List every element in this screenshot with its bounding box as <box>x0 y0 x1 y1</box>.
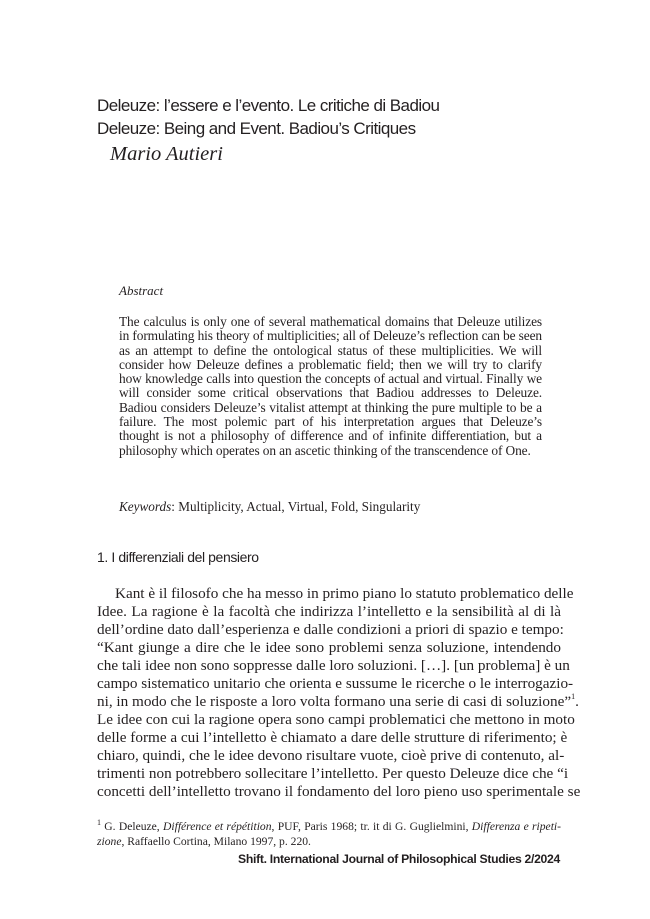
body-line: concetti dell’intelletto trovano il fondamento del loro pieno uso sperimentale se <box>97 783 581 800</box>
body-line: Idee. La ragione è la facoltà che indirizza l’intelletto e la sensibilità al di là <box>97 603 561 620</box>
body-line: dell’ordine dato dall’esperienza e dalle condizioni a priori di spazio e tempo: <box>97 621 564 638</box>
body-line: Kant è il filosofo che ha messo in primo piano lo statuto problematico delle <box>115 585 574 602</box>
body-line: Le idee con cui la ragione opera sono campi problematici che mettono in moto <box>97 711 575 728</box>
body-line: chiaro, quindi, che le idee devono risultare vuote, cioè prive di contenuto, al- <box>97 747 565 764</box>
body-line: che tali idee non sono soppresse dalle loro soluzioni. […]. [un problema] è un <box>97 657 570 674</box>
footnote <box>97 819 561 849</box>
body-line: campo sistematico unitario che orienta e sussume le ricerche o le interrogazio- <box>97 675 574 692</box>
footnote-ref[interactable]: 1 <box>571 692 576 701</box>
abstract-text: The calculus is only one of several mathematical domains that Deleuze utilizes in formulating his theory of multiplicities; all of Deleuze’s reflection can be seen as an attempt to define the ontological status of these multiplicities. We will consider how Deleuze defines a problematic field; then we will try to clarify how knowledge calls into question the concepts of actual and virtual. Finally we will consider some critical observations that Badiou addresses to Deleuze. Badiou considers Deleuze’s vitalist attempt at thinking the pure multiple to be a failure. The most polemic part of his interpretation argues that Deleuze’s thought is not a philosophy of difference and of infinite differentiation, but a philosophy which operates on an ascetic thinking of the transcendence of One. <box>119 314 542 458</box>
section-heading: 1. I differenziali del pensiero <box>97 549 259 565</box>
footnote-text: , PUF, Paris 1968; tr. it di G. Guglielmini, <box>271 820 472 833</box>
footnote-text: G. Deleuze, <box>101 820 163 833</box>
author-name: Mario Autieri <box>110 143 223 165</box>
body-line: delle forme a cui l’intelletto è chiamato a dare delle strutture di riferimento; è <box>97 729 568 746</box>
journal-footer: Shift. International Journal of Philosophical Studies 2/2024 <box>238 852 560 866</box>
keywords-values: : Multiplicity, Actual, Virtual, Fold, Singularity <box>171 499 421 514</box>
footnote-title-original: Différence et répétition <box>163 820 272 833</box>
article-title-english: Deleuze: Being and Event. Badiou’s Critiques <box>97 119 416 138</box>
footnote-ref-punct: . <box>575 693 579 710</box>
body-line-text: ni, in modo che le risposte a loro volta formano una serie di casi di soluzione” <box>97 693 572 710</box>
footnote-title-translation: Differenza e ripeti-zione <box>97 820 562 848</box>
body-line <box>97 692 579 711</box>
abstract-heading: Abstract <box>119 283 164 298</box>
footnote-marker: 1 <box>97 818 101 827</box>
body-line: “Kant giunge a dire che le idee sono problemi senza soluzione, intendendo <box>97 639 561 656</box>
body-line: trimenti non potrebbero sollecitare l’intelletto. Per questo Deleuze dice che “i <box>97 765 569 782</box>
keywords <box>119 499 420 515</box>
footnote-text: , Raffaello Cortina, Milano 1997, p. 220. <box>121 835 311 848</box>
article-title-italian: Deleuze: l’essere e l’evento. Le critiche di Badiou <box>97 96 440 115</box>
keywords-label: Keywords <box>119 499 172 514</box>
